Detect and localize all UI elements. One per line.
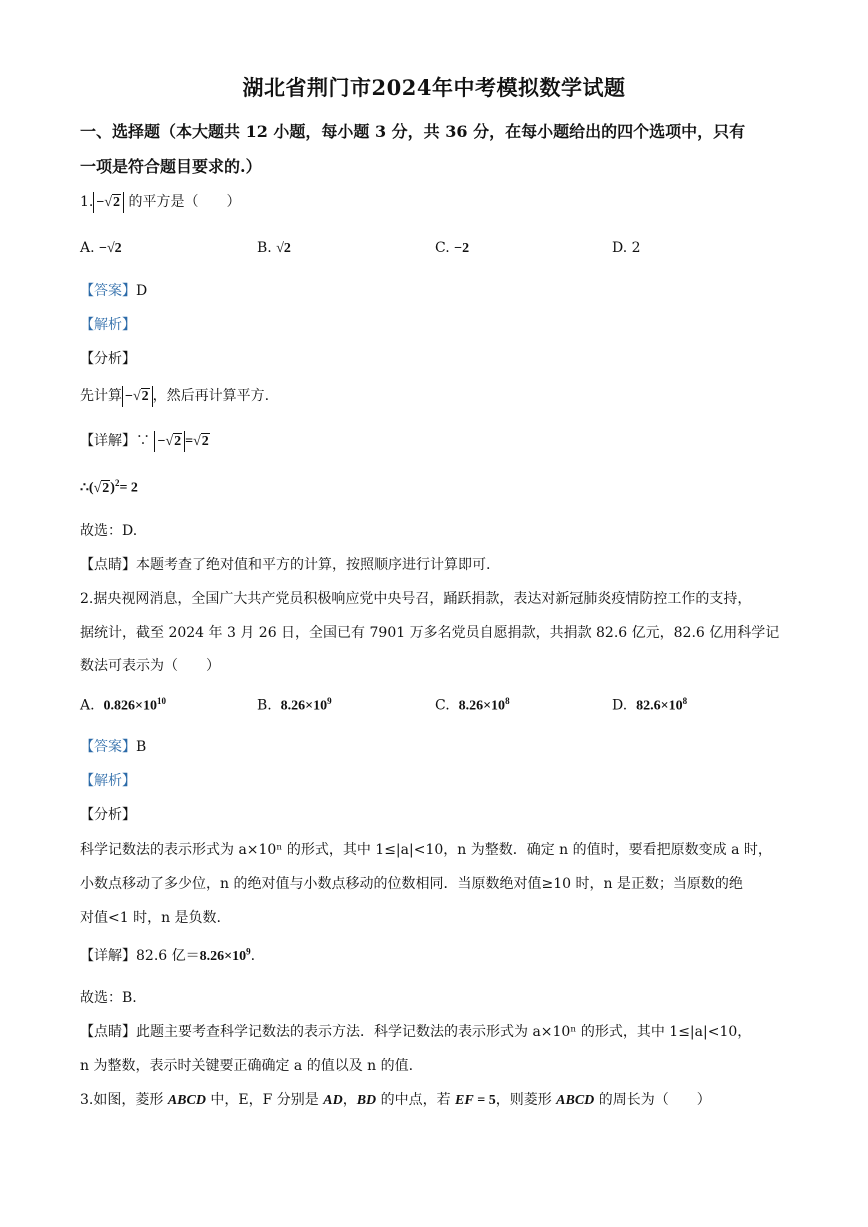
q1-analysis-tag: 【解析】 [80, 317, 136, 333]
q2-detail: 【详解】82.6 亿$=8.26\times 10^9$. [80, 946, 256, 964]
sqrt-symbol: √2 [132, 388, 149, 404]
q1-comment: 【点睛】本题考查了绝对值和平方的计算，按照顺序进行计算即可. [80, 557, 491, 573]
q2-analysis-tag: 【解析】 [80, 773, 136, 789]
sqrt-symbol: √2 [165, 433, 182, 449]
q2-stem-line1: 2.据央视网消息，全国广大共产党员积极响应党中央号召，踊跃捐款，表达对新冠肺炎疫情防控工作的支持， [80, 591, 752, 607]
q2-comment-line1: 【点睛】此题主要考查科学记数法的表示方法．科学记数法的表示形式为 a×10ⁿ 的形式，其中 1≤|a|<10， [80, 1024, 752, 1040]
q2-option-b: B. $8.26\times 10^9$ [257, 696, 332, 714]
section-heading-line2: 一项是符合题目要求的.） [80, 157, 262, 176]
q2-option-d: D. $82.6\times 10^8$ [612, 696, 688, 714]
q2-choose: 故选：B. [80, 990, 137, 1006]
q2-fenxi-line1: 科学记数法的表示形式为 a×10ⁿ 的形式，其中 1≤|a|<10，n 为整数．确定 n 的值时，要看把原数变成 a 时， [80, 842, 772, 858]
q1-stem [80, 191, 240, 213]
q1-option-d: D. 2 [612, 240, 641, 256]
q2-answer: 【答案】B [80, 739, 147, 755]
page-title: 湖北省荆门市2024年中考模拟数学试题 [242, 75, 626, 100]
q2-comment-line2: n 为整数，表示时关键要正确确定 a 的值以及 n 的值. [80, 1058, 414, 1074]
q1-square: $\therefore(√2)^2= 2$ [80, 478, 138, 496]
q1-stem-tail: 的平方是（ ） [128, 194, 241, 210]
q1-choose: 故选：D. [80, 523, 138, 539]
q2-option-a: A. $0.826\times 10^{10}$ [80, 696, 166, 714]
q1-option-c: C. −2 [435, 240, 470, 256]
q1-abs-expression: −√2 [154, 431, 185, 452]
q2-option-c: C. $8.26\times 10^8$ [435, 696, 510, 714]
q3-stem: 3.如图，菱形 ABCD 中，E，F 分别是 AD，BD 的中点，若 EF = 5，则菱形 ABCD 的周长为（ ） [80, 1092, 711, 1108]
sqrt-symbol: √2 [104, 194, 121, 210]
q1-abs-expression: −√2 [122, 386, 153, 407]
q2-fenxi-line2: 小数点移动了多少位，n 的绝对值与小数点移动的位数相同．当原数绝对值≥10 时，n 是正数；当原数的绝 [80, 876, 743, 892]
sqrt-symbol: √2 [193, 434, 209, 449]
q2-stem-line2: 据统计，截至 2024 年 3 月 26 日，全国已有 7901 万多名党员自愿捐款，共捐款 82.6 亿元，82.6 亿用科学记 [80, 625, 780, 641]
q1-abs-expression: −√2 [93, 192, 124, 213]
q2-fenxi-line3: 对值<1 时，n 是负数. [80, 910, 222, 926]
q2-fenxi-tag: 【分析】 [80, 807, 136, 823]
q1-number: 1. [80, 194, 94, 210]
q2-stem-line3: 数法可表示为（ ） [80, 658, 220, 674]
q1-detail: 【详解】∵ −√2 =√2 [80, 430, 210, 452]
q1-answer: 【答案】D [80, 283, 148, 299]
q1-fenxi-tag: 【分析】 [80, 351, 136, 367]
sqrt-symbol: √2 [93, 480, 110, 496]
q1-option-b: B. √2 [257, 240, 291, 256]
q1-option-a: A. −√2 [80, 240, 122, 256]
q1-fenxi: 先计算 −√2 ，然后再计算平方. [80, 385, 269, 407]
section-heading-line1: 一、选择题（本大题共 12 小题，每小题 3 分，共 36 分，在每小题给出的四个选项中，只有 [80, 122, 746, 141]
